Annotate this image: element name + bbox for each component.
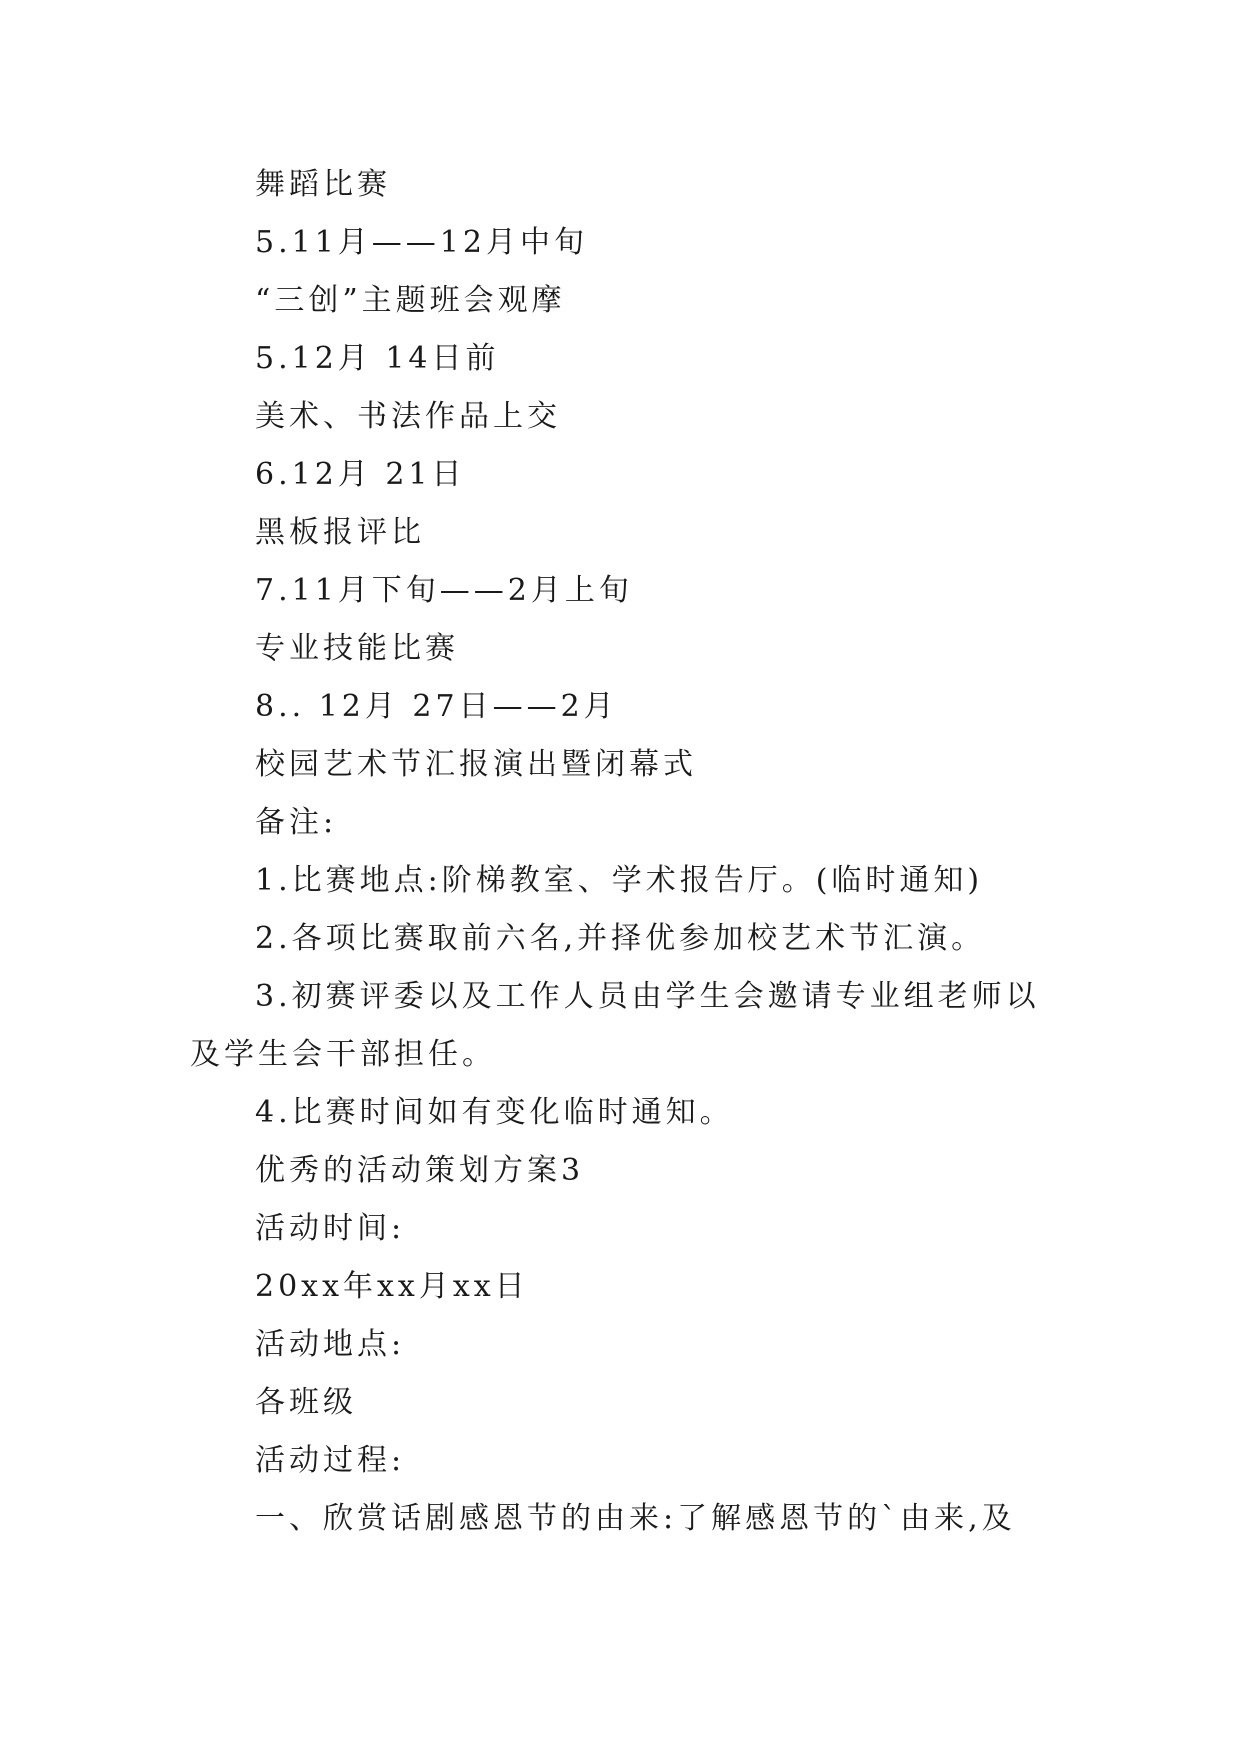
text-line: 7.11月下旬——2月上旬 (255, 573, 633, 608)
text-line: 8.. 12月 27日——2月 (255, 689, 618, 724)
text-line: 活动时间: (255, 1211, 406, 1246)
text-line: 活动过程: (255, 1443, 406, 1478)
text-line: 一、欣赏话剧感恩节的由来:了解感恩节的`由来,及 (255, 1501, 1016, 1536)
text-line: 活动地点: (255, 1327, 406, 1362)
text-line: 5.11月——12月中旬 (255, 225, 588, 260)
text-line: 优秀的活动策划方案3 (255, 1153, 585, 1188)
text-line: 美术、书法作品上交 (255, 399, 561, 434)
text-line: 1.比赛地点:阶梯教室、学术报告厅。(临时通知) (255, 863, 984, 898)
text-line: 6.12月 21日 (255, 457, 466, 492)
text-line: 专业技能比赛 (255, 631, 459, 666)
text-line: 20xx年xx月xx日 (255, 1269, 529, 1304)
text-line: 校园艺术节汇报演出暨闭幕式 (255, 747, 697, 782)
text-line: 舞蹈比赛 (255, 167, 391, 202)
text-line: 4.比赛时间如有变化临时通知。 (255, 1095, 734, 1130)
text-line: “三创”主题班会观摩 (255, 283, 566, 318)
text-line: 黑板报评比 (255, 515, 425, 550)
text-line: 5.12月 14日前 (255, 341, 500, 376)
text-line: 备注: (255, 805, 338, 840)
text-line: 及学生会干部担任。 (190, 1037, 496, 1072)
text-line: 3.初赛评委以及工作人员由学生会邀请专业组老师以 (255, 979, 1040, 1014)
text-line: 各班级 (255, 1385, 357, 1420)
text-line: 2.各项比赛取前六名,并择优参加校艺术节汇演。 (255, 921, 986, 956)
